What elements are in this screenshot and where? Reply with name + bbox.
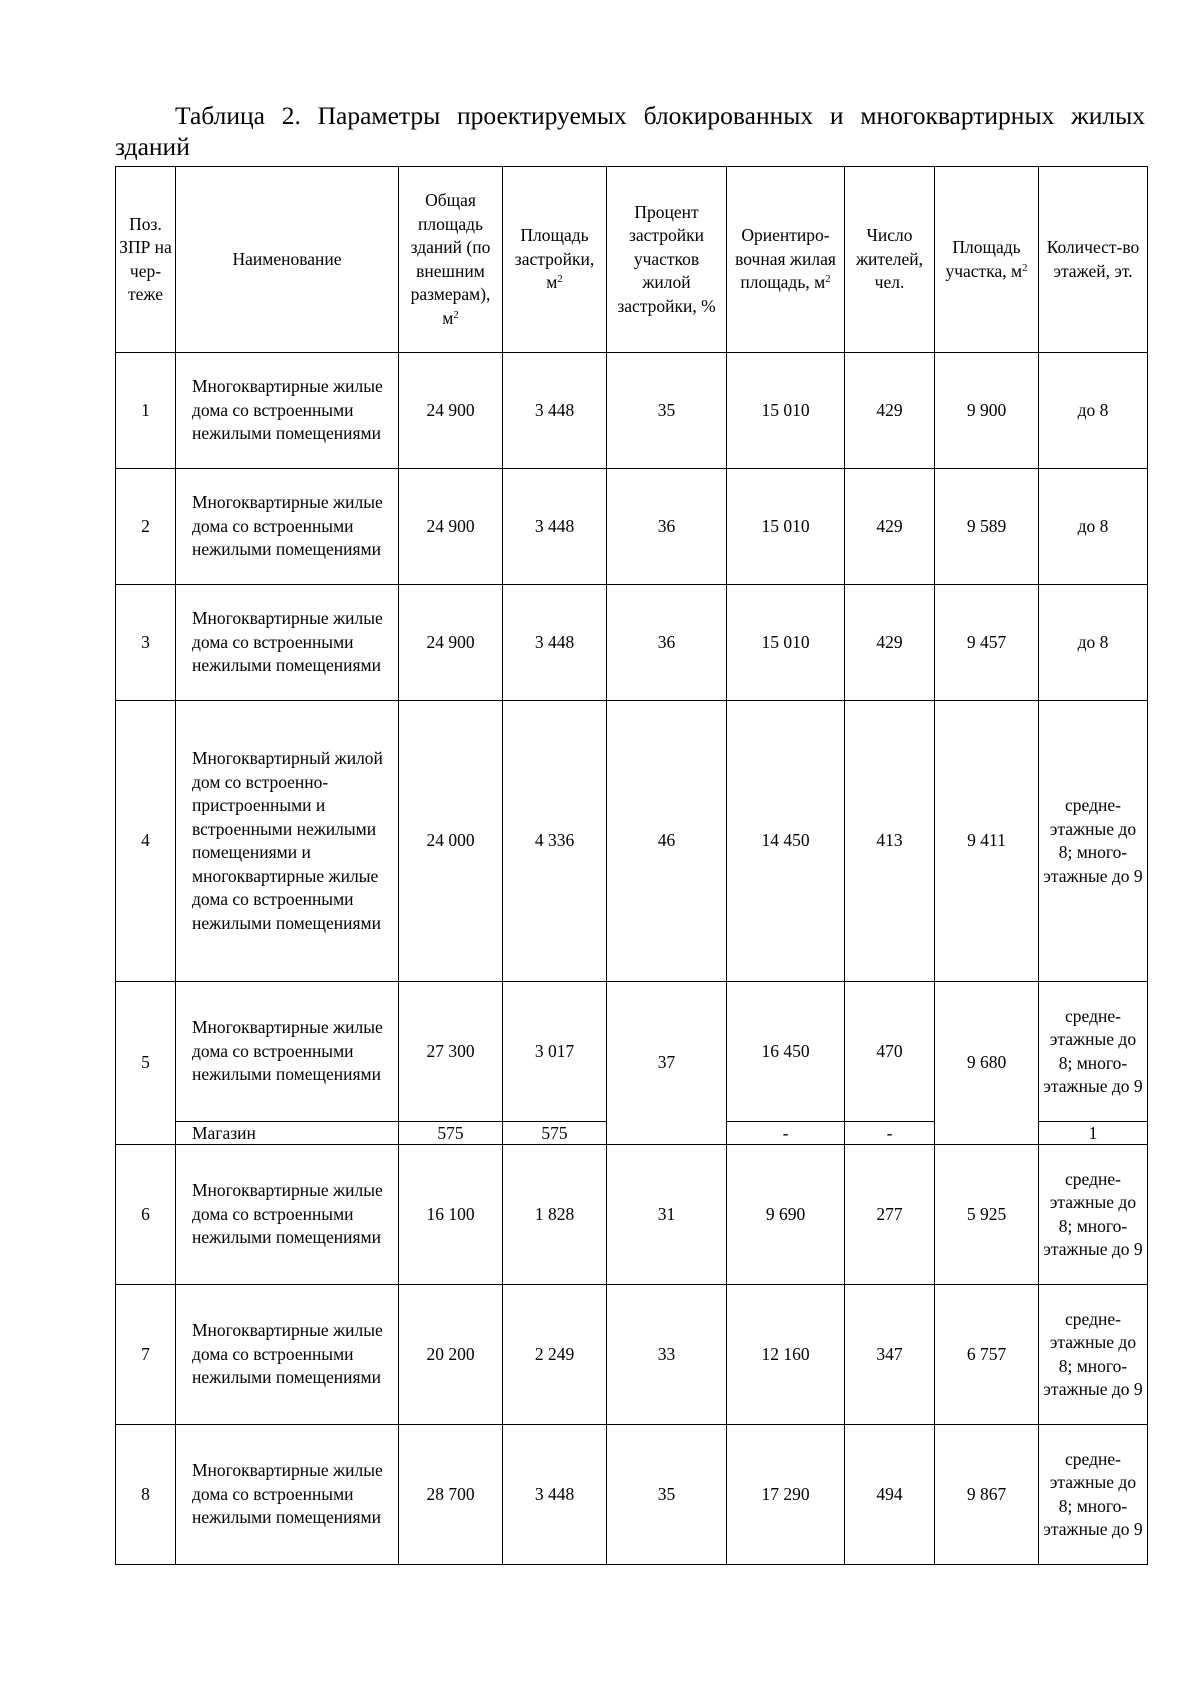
cell-total-area: 24 900 [399, 585, 503, 701]
cell-pos: 2 [116, 469, 176, 585]
cell-name: Многоквартирные жилые дома со встроенными нежилыми помещениями [176, 982, 399, 1122]
cell-pos: 4 [116, 701, 176, 982]
cell-plot-area: 6 757 [935, 1285, 1039, 1425]
cell-plot-area: 9 457 [935, 585, 1039, 701]
table-row [116, 1145, 1148, 1285]
cell-plot-area: 9 900 [935, 353, 1039, 469]
cell-built-area: 3 448 [503, 585, 607, 701]
cell-residents: 494 [845, 1425, 935, 1565]
cell-total-area: 28 700 [399, 1425, 503, 1565]
cell-pos: 8 [116, 1425, 176, 1565]
cell-built-area: 1 828 [503, 1145, 607, 1285]
cell-living-area: 12 160 [727, 1285, 845, 1425]
header-residents: Число жителей, чел. [845, 167, 935, 353]
cell-plot-area: 9 867 [935, 1425, 1039, 1565]
cell-living-area: 17 290 [727, 1425, 845, 1565]
header-total-area-unit: м [442, 307, 454, 328]
cell-residents: 470 [845, 982, 935, 1122]
header-floors: Количест-во этажей, эт. [1039, 167, 1148, 353]
cell-total-area: 27 300 [399, 982, 503, 1122]
cell-pos: 5 [116, 982, 176, 1145]
table-row [116, 982, 1148, 1122]
cell-residents: 429 [845, 469, 935, 585]
cell-total-area: 575 [399, 1122, 503, 1145]
cell-pos: 1 [116, 353, 176, 469]
cell-total-area: 24 900 [399, 469, 503, 585]
table-row [116, 469, 1148, 585]
cell-living-area: 14 450 [727, 701, 845, 982]
cell-name: Многоквартирный жилой дом со встроенно-пристроенными и встроенными нежилыми помещениями и многоквартирные жилые дома со встроенными нежилыми помещениями [176, 701, 399, 982]
cell-living-area: 15 010 [727, 585, 845, 701]
cell-floors: 1 [1039, 1122, 1148, 1145]
cell-residents: 347 [845, 1285, 935, 1425]
cell-built-percent: 31 [607, 1145, 727, 1285]
cell-built-area: 3 448 [503, 1425, 607, 1565]
cell-living-area: 15 010 [727, 353, 845, 469]
table-row [116, 1425, 1148, 1565]
cell-name: Многоквартирные жилые дома со встроенными нежилыми помещениями [176, 1425, 399, 1565]
header-built-percent: Процент застройки участков жилой застройки, % [607, 167, 727, 353]
cell-residents: 413 [845, 701, 935, 982]
cell-floors: до 8 [1039, 469, 1148, 585]
cell-total-area: 24 900 [399, 353, 503, 469]
table-row [116, 701, 1148, 982]
cell-built-area: 4 336 [503, 701, 607, 982]
cell-plot-area: 5 925 [935, 1145, 1039, 1285]
header-name: Наименование [176, 167, 399, 353]
header-living-area: Ориентиро-вочная жилая площадь, $м^2$ [727, 167, 845, 353]
header-built-area: Площадь застройки, $м^2$ [503, 167, 607, 353]
cell-residents: - [845, 1122, 935, 1145]
cell-built-area: 3 448 [503, 469, 607, 585]
table-header-row [116, 167, 1148, 353]
cell-name: Многоквартирные жилые дома со встроенными нежилыми помещениями [176, 469, 399, 585]
cell-floors: средне-этажные до 8; много-этажные до 9 [1039, 982, 1148, 1122]
cell-name: Многоквартирные жилые дома со встроенными нежилыми помещениями [176, 1285, 399, 1425]
cell-built-area: 3 448 [503, 353, 607, 469]
cell-built-percent: 35 [607, 353, 727, 469]
cell-total-area: 20 200 [399, 1285, 503, 1425]
cell-living-area: - [727, 1122, 845, 1145]
table-row [116, 1285, 1148, 1425]
header-total-area: Общая площадь зданий (по внешним размерам), $м^2$ [399, 167, 503, 353]
cell-built-area: 2 249 [503, 1285, 607, 1425]
cell-pos: 7 [116, 1285, 176, 1425]
cell-residents: 429 [845, 353, 935, 469]
cell-built-area: 3 017 [503, 982, 607, 1122]
cell-living-area: 16 450 [727, 982, 845, 1122]
building-parameters-table [115, 166, 1148, 1565]
header-pos: Поз. ЗПР на чер-теже [116, 167, 176, 353]
cell-residents: 277 [845, 1145, 935, 1285]
cell-residents: 429 [845, 585, 935, 701]
cell-floors: средне-этажные до 8; много-этажные до 9 [1039, 1285, 1148, 1425]
cell-plot-area: 9 411 [935, 701, 1039, 982]
cell-built-percent: 36 [607, 469, 727, 585]
cell-total-area: 24 000 [399, 701, 503, 982]
cell-built-percent: 46 [607, 701, 727, 982]
cell-name: Магазин [176, 1122, 399, 1145]
cell-floors: до 8 [1039, 585, 1148, 701]
cell-pos: 3 [116, 585, 176, 701]
cell-total-area: 16 100 [399, 1145, 503, 1285]
cell-built-percent: 35 [607, 1425, 727, 1565]
cell-built-percent: 33 [607, 1285, 727, 1425]
table-row [116, 585, 1148, 701]
cell-name: Многоквартирные жилые дома со встроенными нежилыми помещениями [176, 585, 399, 701]
cell-built-percent: 37 [607, 982, 727, 1145]
header-plot-area: Площадь участка, $м^2$ [935, 167, 1039, 353]
cell-living-area: 15 010 [727, 469, 845, 585]
cell-floors: средне-этажные до 8; много-этажные до 9 [1039, 1145, 1148, 1285]
cell-living-area: 9 690 [727, 1145, 845, 1285]
cell-name: Многоквартирные жилые дома со встроенными нежилыми помещениями [176, 353, 399, 469]
table-title: Таблица 2. Параметры проектируемых блокированных и многоквартирных жилых зданий [115, 101, 1145, 161]
cell-floors: средне-этажные до 8; много-этажные до 9 [1039, 701, 1148, 982]
cell-built-area: 575 [503, 1122, 607, 1145]
cell-plot-area: 9 589 [935, 469, 1039, 585]
cell-floors: до 8 [1039, 353, 1148, 469]
table-row [116, 353, 1148, 469]
cell-pos: 6 [116, 1145, 176, 1285]
cell-plot-area: 9 680 [935, 982, 1039, 1145]
cell-floors: средне-этажные до 8; много-этажные до 9 [1039, 1425, 1148, 1565]
cell-name: Многоквартирные жилые дома со встроенными нежилыми помещениями [176, 1145, 399, 1285]
cell-built-percent: 36 [607, 585, 727, 701]
